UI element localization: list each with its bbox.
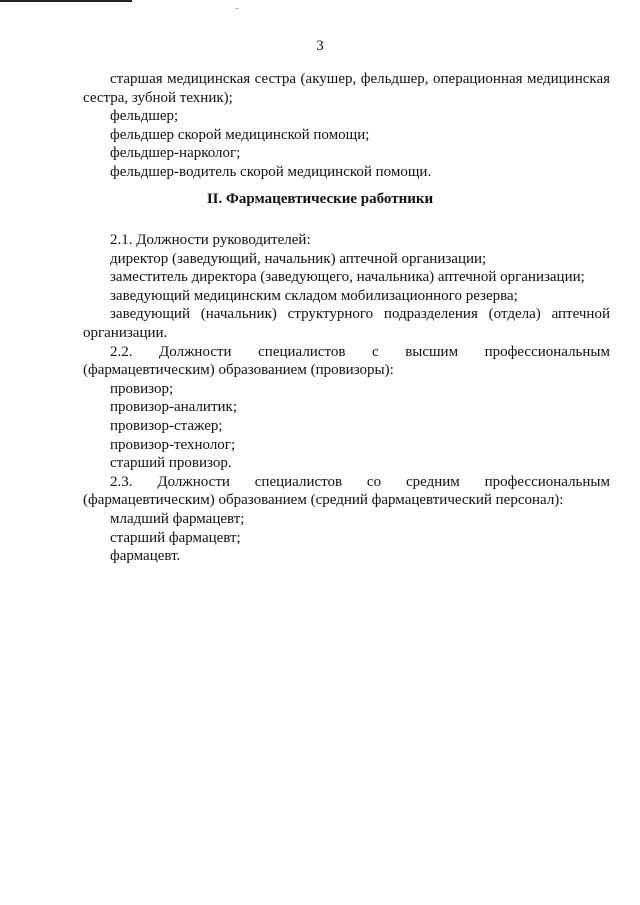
subsection-title: 2.2. Должности специалистов с высшим профессиональным (фармацевтическим) образованием (провизоры):	[83, 343, 610, 379]
list-item: провизор-стажер;	[110, 417, 223, 434]
list-item: старший фармацевт;	[110, 529, 241, 546]
list-item: фармацевт.	[110, 548, 181, 565]
list-item: заведующий медицинским складом мобилизационного резерва;	[110, 287, 518, 304]
list-item: провизор-технолог;	[110, 436, 236, 453]
list-item: младший фармацевт;	[110, 510, 245, 527]
list-item: провизор-аналитик;	[110, 399, 237, 416]
list-item: фельдшер скорой медицинской помощи;	[110, 126, 370, 143]
section-list	[83, 231, 610, 566]
list-item: заместитель директора (заведующего, начальника) аптечной организации;	[110, 269, 585, 286]
list-item: заведующий (начальник) структурного подразделения (отдела) аптечной организации.	[83, 306, 610, 341]
list-item: директор (заведующий, начальник) аптечной организации;	[110, 250, 487, 267]
list-item: старшая медицинская сестра (акушер, фельдшер, операционная медицинская сестра, зубной техник);	[83, 71, 610, 106]
list-item: фельдшер-водитель скорой медицинской помощи.	[110, 163, 432, 180]
list-item: фельдшер-нарколог;	[110, 145, 241, 162]
subsection-title: 2.1. Должности руководителей:	[110, 232, 311, 248]
list-item: фельдшер;	[110, 108, 179, 125]
list-item: провизор;	[110, 380, 174, 397]
subsection-title: 2.3. Должности специалистов со средним профессиональным (фармацевтическим) образованием (средний фармацевтический персонал):	[83, 473, 610, 509]
page-number: 3	[316, 38, 324, 54]
section-heading: II. Фармацевтические работники	[206, 191, 434, 207]
list-item: старший провизор.	[110, 455, 232, 472]
top-list	[83, 70, 610, 182]
